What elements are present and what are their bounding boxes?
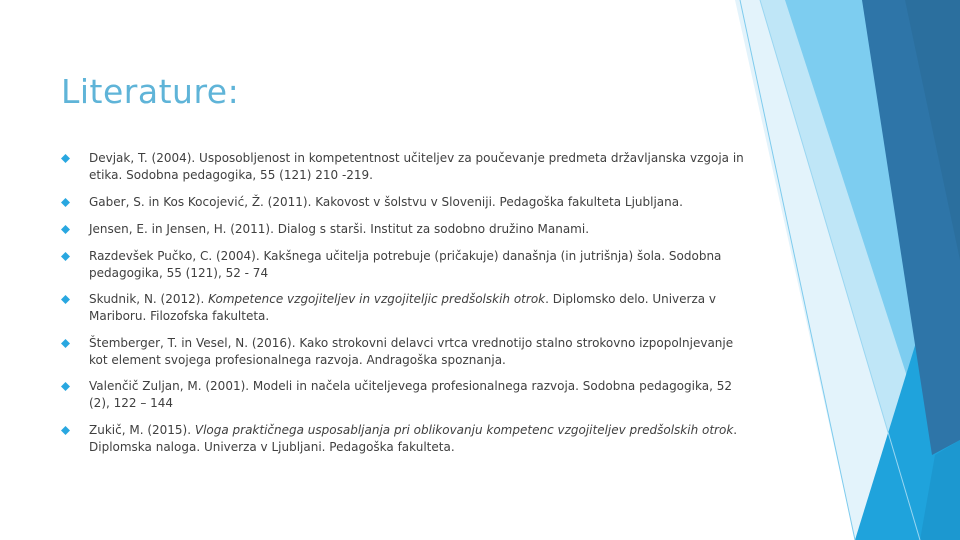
reference-item: [61, 422, 751, 456]
reference-text: Valenčič Zuljan, M. (2001). Modeli in načela učiteljevega profesionalnega razvoja. Sodobna pedagogika, 52 (2), 122 – 144: [89, 379, 732, 410]
reference-text: Zukič, M. (2015). Vloga praktičnega usposabljanja pri oblikovanju kompetenc vzgojiteljev predšolskih otrok. Diplomska naloga. Univerza v Ljubljani. Pedagoška fakulteta.: [89, 423, 738, 454]
diamond-bullet-icon: [61, 225, 70, 234]
diamond-bullet-icon: [61, 295, 70, 304]
reference-text: Razdevšek Pučko, C. (2004). Kakšnega učitelja potrebuje (pričakuje) današnja (in jutrišnja) šola. Sodobna pedagogika, 55 (121), 52 - 74: [89, 249, 722, 280]
diamond-bullet-icon: [61, 154, 70, 163]
slide-title: Literature:: [61, 72, 240, 111]
reference-item: [61, 291, 751, 325]
diamond-bullet-icon: [61, 426, 70, 435]
reference-text: Gaber, S. in Kos Kocojević, Ž. (2011). Kakovost v šolstvu v Sloveniji. Pedagoška fakulteta Ljubljana.: [89, 195, 683, 209]
reference-text: Jensen, E. in Jensen, H. (2011). Dialog s starši. Institut za sodobno družino Manami.: [89, 222, 590, 236]
diamond-bullet-icon: [61, 198, 70, 207]
reference-item: [61, 194, 751, 211]
reference-text: Štemberger, T. in Vesel, N. (2016). Kako strokovni delavci vrtca vrednotijo stalno strokovno izpopolnjevanje kot element svojega profesionalnega razvoja. Andragoška spoznanja.: [89, 336, 734, 367]
diamond-bullet-icon: [61, 382, 70, 391]
reference-item: [61, 378, 751, 412]
diamond-bullet-icon: [61, 252, 70, 261]
reference-text: Devjak, T. (2004). Usposobljenost in kompetentnost učiteljev za poučevanje predmeta državljanska vzgoja in etika. Sodobna pedagogika, 55 (121) 210 -219.: [89, 151, 744, 182]
reference-text: Skudnik, N. (2012). Kompetence vzgojiteljev in vzgojiteljic predšolskih otrok. Diplomsko delo. Univerza v Mariboru. Filozofska fakulteta.: [89, 292, 717, 323]
reference-item: [61, 150, 751, 184]
diamond-bullet-icon: [61, 339, 70, 348]
reference-item: [61, 335, 751, 369]
reference-item: [61, 221, 751, 238]
reference-item: [61, 248, 751, 282]
